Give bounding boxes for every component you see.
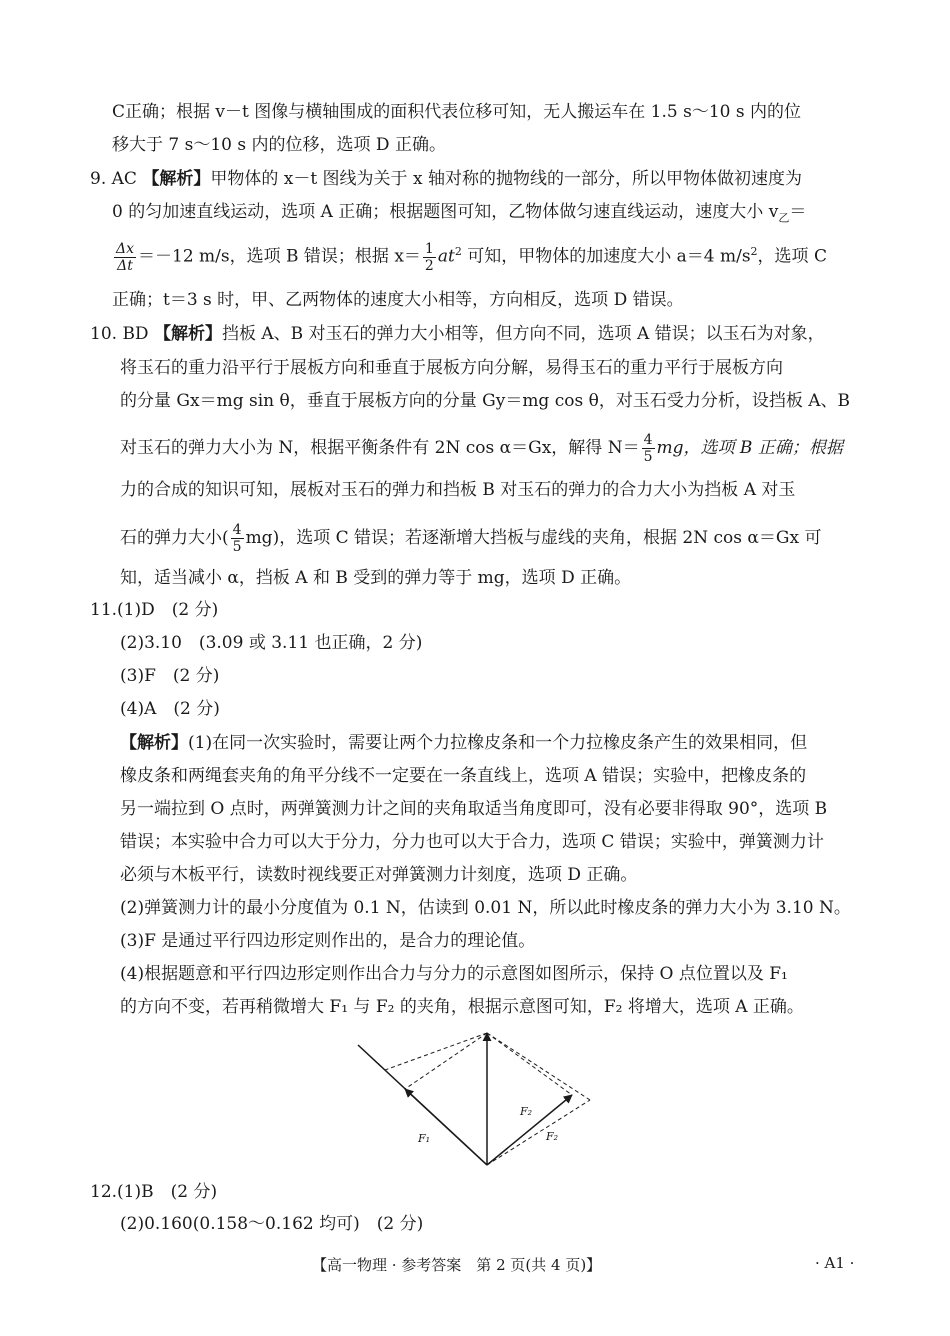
label-f1: F₁ (418, 1132, 431, 1145)
question-number: 10. BD (90, 324, 149, 344)
answer-item: (2)0.160(0.158～0.162 均可) (2 分) (120, 1214, 424, 1234)
analysis-tag: 【解析】 (142, 169, 211, 189)
superscript: 2 (750, 245, 758, 258)
text-segment: (1)在同一次实验时，需要让两个力拉橡皮条和一个力拉橡皮条产生的效果相同，但 (188, 733, 808, 753)
label-f2-inner: F₂ (520, 1105, 533, 1118)
force-diagram (350, 1025, 600, 1170)
text-line: 正确；t＝3 s 时，甲、乙两物体的速度大小相等，方向相反，选项 D 错误。 (112, 290, 684, 310)
dashed-line (385, 1033, 487, 1070)
text-line: 必须与木板平行，读数时视线要正对弹簧测力计刻度，选项 D 正确。 (120, 865, 638, 885)
text-segment: ＝ (789, 202, 807, 222)
question-10-line-4 (120, 432, 843, 465)
text-segment: 甲物体的 x－t 图线为关于 x 轴对称的抛物线的一部分，所以甲物体做初速度为 (210, 169, 802, 189)
dashed-line (405, 1033, 487, 1089)
text-segment: 0 的匀加速直线运动，选项 A 正确；根据题图可知，乙物体做匀速直线运动，速度大小 v (112, 202, 779, 222)
text-line: 另一端拉到 O 点时，两弹簧测力计之间的夹角取适当角度即可，没有必要非得取 90°，选项 B (120, 799, 828, 819)
text-line: 橡皮条和两绳套夹角的角平分线不一定要在一条直线上，选项 A 错误；实验中，把橡皮条的 (120, 766, 807, 786)
f1-arrow (405, 1089, 487, 1165)
question-10-line-1 (90, 322, 825, 346)
footer-title: 【高一物理 · 参考答案 第 2 页(共 4 页)】 (312, 1256, 602, 1274)
analysis-tag: 【解析】 (120, 733, 188, 753)
fraction-numerator: 4 (232, 522, 242, 538)
text-line: 知，适当减小 α，挡板 A 和 B 受到的弹力等于 mg，选项 D 正确。 (120, 568, 632, 588)
footer-code: · A1 · (815, 1254, 855, 1272)
text-line: (4)根据题意和平行四边形定则作出合力与分力的示意图如图所示，保持 O 点位置以及 F₁ (120, 964, 788, 984)
text-line: 力的合成的知识可知，展板对玉石的弹力和挡板 B 对玉石的弹力的合力大小为挡板 A 对玉 (120, 480, 796, 500)
question-number: 9. AC (90, 169, 137, 189)
question-11-line-1 (90, 598, 218, 622)
answer-item: (4)A (2 分) (120, 699, 220, 719)
question-9-line-1 (90, 167, 802, 191)
answer-item: (2)3.10 (3.09 或 3.11 也正确，2 分) (120, 633, 423, 653)
fraction-numerator: 4 (643, 432, 653, 448)
superscript: 2 (454, 245, 462, 258)
analysis-tag: 【解析】 (153, 324, 222, 344)
fraction (114, 241, 136, 274)
question-9-line-2 (112, 200, 806, 230)
answer-item: (3)F (2 分) (120, 666, 220, 686)
text-line: 的方向不变，若再稍微增大 F₁ 与 F₂ 的夹角，根据示意图可知，F₂ 将增大，选项 A 正确。 (120, 997, 804, 1017)
fraction-numerator: Δx (116, 240, 135, 257)
label-f2-outer: F₂ (546, 1130, 559, 1143)
fraction-denominator: 5 (232, 539, 242, 555)
text-line: (3)F 是通过平行四边形定则作出的，是合力的理论值。 (120, 931, 536, 951)
text-line: (2)弹簧测力计的最小分度值为 0.1 N，估读到 0.01 N，所以此时橡皮条的弹力大小为 3.10 N。 (120, 898, 851, 918)
dashed-line (487, 1100, 590, 1165)
fraction-denominator: 2 (424, 257, 434, 274)
text-segment: 挡板 A、B 对玉石的弹力大小相等，但方向不同，选项 A 错误；以玉石为对象， (221, 324, 825, 344)
dashed-line (487, 1033, 572, 1095)
fraction (642, 432, 655, 465)
text-segment: ，选项 C (757, 246, 827, 267)
dashed-line (487, 1033, 590, 1100)
question-12-line-1 (90, 1180, 217, 1204)
question-9-line-3 (112, 240, 827, 274)
answer-item: (1)D (2 分) (117, 600, 219, 620)
text-line: C正确；根据 v－t 图像与横轴围成的面积代表位移可知，无人搬运车在 1.5 s～10 s 内的位 (112, 102, 801, 122)
answer-item: (1)B (2 分) (117, 1182, 218, 1202)
text-segment: mg，选项 B 正确；根据 (656, 438, 843, 458)
question-11-explanation-line-1 (120, 731, 807, 755)
text-line: 移大于 7 s～10 s 内的位移，选项 D 正确。 (112, 135, 446, 155)
text-segment: 对玉石的弹力大小为 N，根据平衡条件有 2N cos α＝Gx，解得 N＝ (120, 438, 640, 458)
text-line: 错误；本实验中合力可以大于分力，分力也可以大于合力，选项 C 错误；实验中，弹簧测力计 (120, 832, 824, 852)
text-segment: 石的弹力大小( (120, 528, 229, 548)
fraction (423, 241, 436, 274)
text-segment: ＝－12 m/s，选项 B 错误；根据 x＝ (138, 246, 421, 267)
subscript: 乙 (778, 211, 790, 225)
fraction-denominator: 5 (643, 449, 653, 465)
question-number: 11. (90, 600, 118, 620)
fraction-denominator: Δt (117, 257, 133, 274)
text-line: 的分量 Gx＝mg sin θ，垂直于展板方向的分量 Gy＝mg cos θ，对玉石受力分析，设挡板 A、B (120, 391, 851, 411)
text-segment: at (437, 246, 455, 267)
question-number: 12. (90, 1182, 118, 1202)
fraction-numerator: 1 (424, 240, 434, 257)
text-line: 将玉石的重力沿平行于展板方向和垂直于展板方向分解，易得玉石的重力平行于展板方向 (120, 358, 783, 378)
fraction (231, 522, 244, 555)
question-10-line-6 (120, 522, 821, 555)
text-segment: 可知，甲物体的加速度大小 a＝4 m/s (461, 246, 751, 267)
text-segment: mg)，选项 C 错误；若逐渐增大挡板与虚线的夹角，根据 2N cos α＝Gx 可 (245, 528, 822, 548)
